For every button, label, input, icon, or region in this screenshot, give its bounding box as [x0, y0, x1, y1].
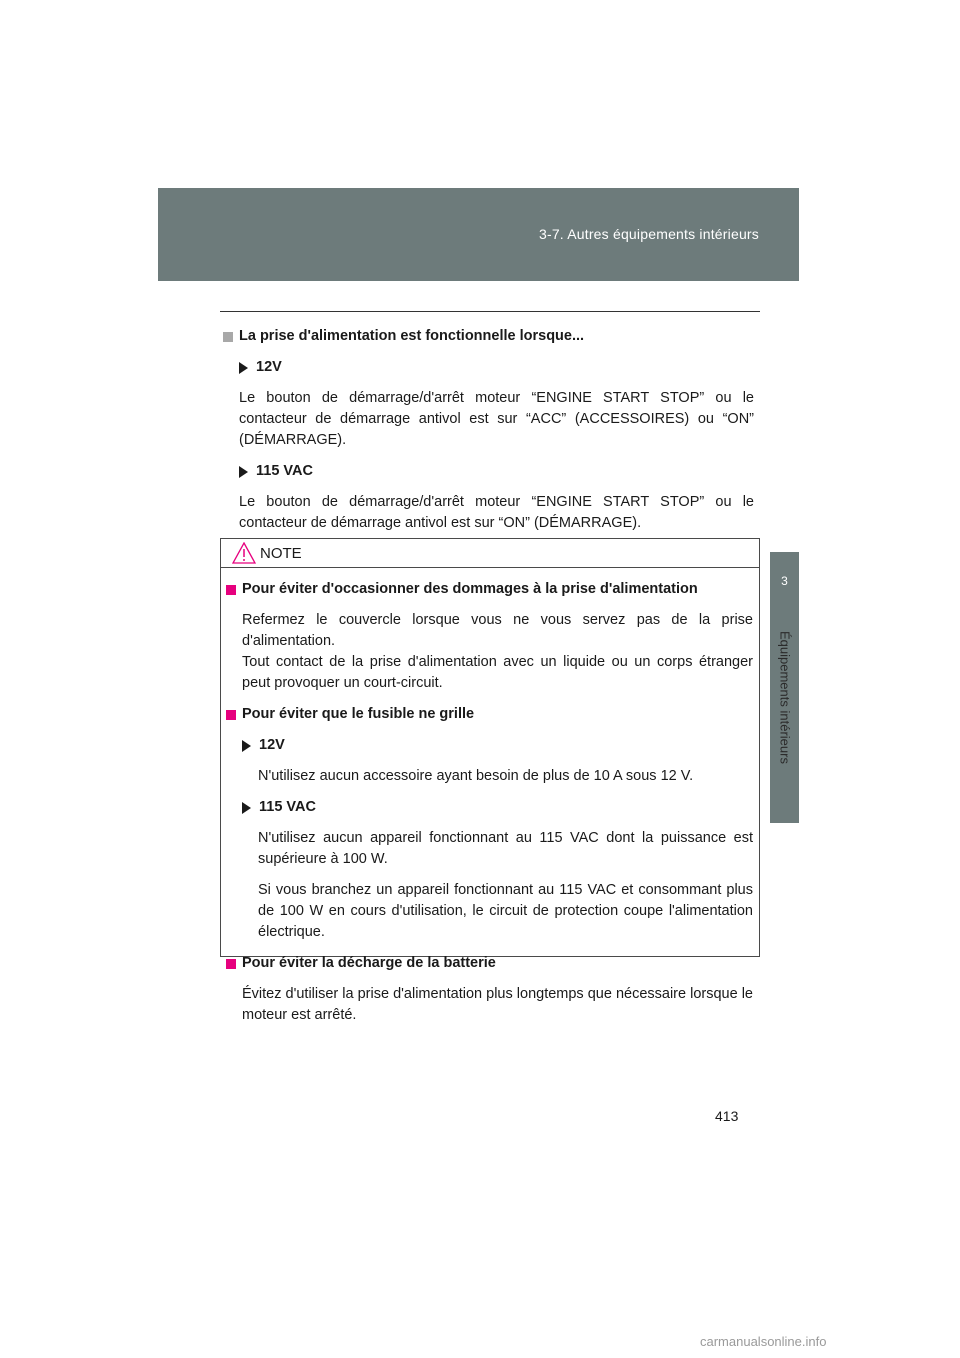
note-paragraph: Tout contact de la prise d'alimentation avec un liquide ou un corps étranger peut provoquer un court-circuit.: [242, 654, 753, 691]
square-bullet-icon: [226, 959, 236, 969]
note-box: [220, 538, 760, 1023]
note-item-12v-label: [242, 735, 753, 756]
item-label-text: 12V: [256, 359, 282, 375]
note-paragraph: N'utilisez aucun appareil fonctionnant au 115 VAC dont la puissance est supérieure à 100 W.: [258, 830, 753, 867]
note-heading-text: Pour éviter d'occasionner des dommages à la prise d'alimentation: [242, 581, 698, 597]
note-title: NOTE: [260, 545, 302, 562]
note-header: [221, 539, 759, 568]
item-label-text: 115 VAC: [259, 799, 316, 815]
note-paragraph: Évitez d'utiliser la prise d'alimentation plus longtemps que nécessaire lorsque le moteur est arrêté.: [242, 986, 753, 1023]
main-heading-text: La prise d'alimentation est fonctionnelle lorsque...: [239, 328, 585, 344]
item-label-text: 115 VAC: [256, 463, 313, 479]
chapter-number: 3: [781, 574, 788, 588]
note-paragraph: Refermez le couvercle lorsque vous ne vous servez pas de la prise d'alimentation.: [242, 612, 753, 649]
square-bullet-icon: [226, 585, 236, 595]
chapter-label: [769, 631, 801, 791]
note-heading-fuse: [226, 704, 753, 725]
note-body: [226, 579, 753, 1036]
item-12v-text: Le bouton de démarrage/d'arrêt moteur “ENGINE START STOP” ou le contacteur de démarrage antivol est sur “ACC” (ACCESSOIRES) ou “ON” (DÉMARRAGE).: [239, 390, 754, 448]
item-label-text: 12V: [259, 737, 285, 753]
triangle-bullet-icon: [239, 466, 248, 478]
item-115vac-label: [239, 461, 754, 482]
note-heading-battery: [226, 953, 753, 974]
triangle-bullet-icon: [242, 740, 251, 752]
watermark: carmanualsonline.info: [700, 1334, 827, 1349]
warning-icon: [232, 542, 256, 564]
item-115vac-text: Le bouton de démarrage/d'arrêt moteur “ENGINE START STOP” ou le contacteur de démarrage antivol est sur “ON” (DÉMARRAGE).: [239, 494, 754, 531]
note-heading-damage: [226, 579, 753, 600]
note-paragraph: Si vous branchez un appareil fonctionnant au 115 VAC et consommant plus de 100 W en cours d'utilisation, le circuit de protection coupe l'alimentation électrique.: [258, 882, 753, 940]
note-heading-text: Pour éviter que le fusible ne grille: [242, 706, 475, 722]
square-bullet-icon: [223, 332, 233, 342]
item-12v-label: [239, 357, 754, 378]
triangle-bullet-icon: [239, 362, 248, 374]
header-band: [158, 188, 799, 281]
note-item-115vac-label: [242, 797, 753, 818]
main-heading: [223, 326, 754, 347]
note-heading-text: Pour éviter la décharge de la batterie: [242, 955, 496, 971]
top-rule: [220, 311, 760, 312]
main-content: [223, 326, 754, 544]
chapter-label-text: Équipements intérieurs: [777, 631, 793, 764]
section-title: 3-7. Autres équipements intérieurs: [538, 226, 759, 242]
note-paragraph: N'utilisez aucun accessoire ayant besoin de plus de 10 A sous 12 V.: [258, 768, 694, 784]
page-number: 413: [715, 1108, 739, 1124]
triangle-bullet-icon: [242, 802, 251, 814]
square-bullet-icon: [226, 710, 236, 720]
